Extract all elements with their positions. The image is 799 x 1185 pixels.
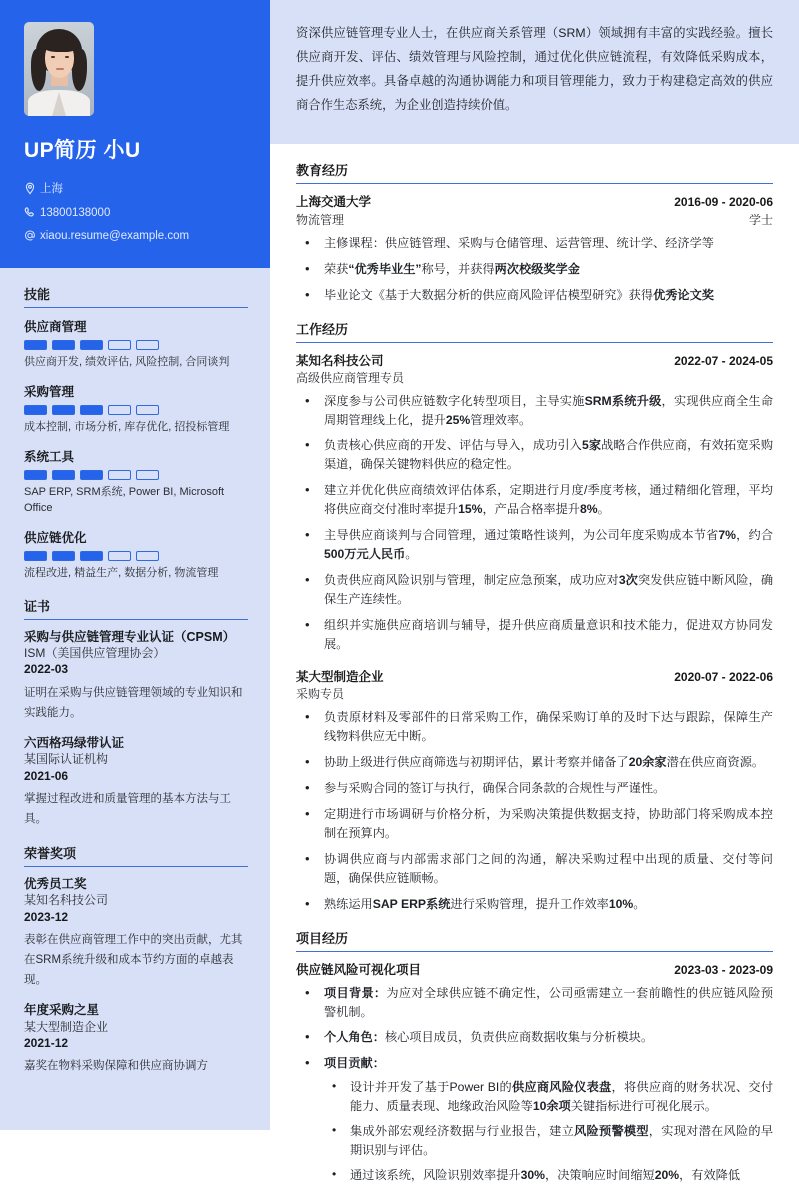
skills-list — [24, 317, 248, 582]
work-section — [296, 319, 773, 914]
contact-location-value: 上海 — [40, 183, 63, 195]
skill-level-box — [136, 405, 159, 415]
cert-item-org: ISM（美国供应管理协会） — [24, 646, 166, 661]
education-entry — [296, 192, 773, 305]
skill-level-box — [108, 340, 131, 350]
award-item-desc: 表彰在供应商管理工作中的突出贡献，尤其在SRM系统升级和成本节约方面的卓越表现。 — [24, 933, 243, 987]
sub-bullet-item: • 设计并开发了基于Power BI的供应商风险仪表盘，将供应商的财务状况、交付能力、质量表现、地缘政治风险等10余项关键指标进行可视化展示。 — [324, 1078, 773, 1116]
education-section-title: 教育经历 — [296, 160, 773, 184]
skill-level-box — [24, 551, 47, 561]
skill-level-box — [24, 405, 47, 415]
skill-level-box — [136, 340, 159, 350]
skill-item — [24, 382, 248, 436]
main-body — [270, 144, 799, 1185]
skill-level-box — [136, 470, 159, 480]
work-section-title: 工作经历 — [296, 319, 773, 343]
main-column — [270, 0, 799, 1182]
bullet-item: • 主导供应商谈判与合同管理，通过策略性谈判，为公司年度采购成本节省7%，约合500万元人民币。 — [296, 526, 773, 564]
bullet-item: • 协助上级进行供应商筛选与初期评估，累计考察并储备了20余家潜在供应商资源。 — [296, 753, 773, 772]
sub-bullet-item: • 通过该系统，风险识别效率提升30%，决策响应时间缩短20%，有效降低 — [324, 1166, 773, 1185]
contact-location[interactable] — [24, 180, 248, 196]
contact-phone[interactable] — [24, 206, 248, 219]
skill-level-box — [80, 470, 103, 480]
bullet-item: • 毕业论文《基于大数据分析的供应商风险评估模型研究》获得优秀论文奖 — [296, 286, 773, 305]
work-list — [296, 351, 773, 914]
sidebar — [0, 0, 270, 1130]
skill-level-box — [136, 551, 159, 561]
skill-level-box — [24, 340, 47, 350]
bullet-item: • 建立并优化供应商绩效评估体系，定期进行月度/季度考核，通过精细化管理，平均将供应商交付准时率提升15%，产品合格率提升8%。 — [296, 481, 773, 519]
skill-level-box — [80, 405, 103, 415]
contact-email[interactable] — [24, 229, 248, 242]
page-title: UP简历 小U — [24, 139, 141, 162]
work-date: 2022-07 - 2024-05 — [674, 353, 773, 368]
work-entry — [296, 351, 773, 654]
skill-level-box — [52, 551, 75, 561]
bullet-item: • 负责供应商风险识别与管理，制定应急预案，成功应对3次突发供应链中断风险，确保生产连续性。 — [296, 571, 773, 609]
project-bullets — [296, 984, 773, 1185]
skill-item — [24, 528, 248, 582]
summary-section — [270, 0, 799, 144]
skill-level-box — [80, 551, 103, 561]
bullet-item: • 组织并实施供应商培训与辅导，提升供应商质量意识和技术能力，促进双方协同发展。 — [296, 616, 773, 654]
skill-keywords: 流程改进, 精益生产, 数据分析, 物流管理 — [24, 566, 219, 579]
skills-section — [24, 284, 248, 582]
project-name: 供应链风险可视化项目 — [296, 962, 422, 977]
education-entry-sub — [296, 211, 773, 228]
profile-header — [0, 0, 270, 268]
skill-keywords: SAP ERP, SRM系统, Power BI, Microsoft Office — [24, 485, 225, 514]
skill-level-box — [24, 470, 47, 480]
bullet-item: • 协调供应商与内部需求部门之间的沟通，解决采购过程中出现的质量、交付等问题，确保供应链顺畅。 — [296, 850, 773, 888]
skill-item — [24, 447, 248, 517]
projects-list — [296, 960, 773, 1185]
cert-item-org: 某国际认证机构 — [24, 752, 109, 767]
cert-item-name: 六西格玛绿带认证 — [24, 735, 125, 750]
skill-name: 系统工具 — [24, 449, 75, 464]
cert-item — [24, 735, 248, 829]
skill-keywords: 成本控制, 市场分析, 库存优化, 招投标管理 — [24, 420, 230, 433]
certs-section — [24, 596, 248, 829]
work-date: 2020-07 - 2022-06 — [674, 670, 773, 685]
skill-level-box — [52, 340, 75, 350]
skill-level-boxes — [24, 405, 248, 415]
award-item-org: 某大型制造企业 — [24, 1019, 109, 1034]
cert-item-desc: 证明在采购与供应链管理领域的专业知识和实践能力。 — [24, 686, 243, 719]
summary-text: 资深供应链管理专业人士，在供应商关系管理（SRM）领域拥有丰富的实践经验。擅长供应商开发、评估、绩效管理与风险控制，通过优化供应链流程，有效降低采购成本，提升供应效率。具备卓越的沟通协调能力和项目管理能力，致力于构建稳定高效的供应商合作生态系统，为企业创造持续价值。 — [296, 26, 773, 112]
cert-item-desc: 掌握过程改进和质量管理的基本方法与工具。 — [24, 792, 231, 825]
work-entry-head — [296, 351, 773, 369]
skill-level-box — [108, 405, 131, 415]
bullet-item: • 定期进行市场调研与价格分析，为采购决策提供数据支持，协助部门将采购成本控制在预算内。 — [296, 805, 773, 843]
work-bullets — [296, 708, 773, 913]
work-entry-head — [296, 667, 773, 685]
skill-name: 供应链优化 — [24, 530, 87, 545]
skill-level-boxes — [24, 470, 248, 480]
bullet-item: • 主修课程：供应链管理、采购与仓储管理、运营管理、统计学、经济学等 — [296, 234, 773, 253]
education-bullets — [296, 234, 773, 305]
bullet-item: • 熟练运用SAP ERP系统进行采购管理，提升工作效率10%。 — [296, 895, 773, 914]
awards-list — [24, 876, 248, 1076]
email-at-icon — [24, 229, 40, 242]
skill-keywords: 供应商开发, 绩效评估, 风险控制, 合同谈判 — [24, 356, 230, 368]
bullet-item: • 荣获“优秀毕业生”称号，并获得两次校级奖学金 — [296, 260, 773, 279]
contact-phone-value: 13800138000 — [40, 206, 111, 219]
bullet-item: • 个人角色：核心项目成员，负责供应商数据收集与分析模块。 — [296, 1028, 773, 1047]
skill-level-box — [108, 551, 131, 561]
education-entry-head — [296, 192, 773, 210]
projects-section-title: 项目经历 — [296, 928, 773, 952]
project-entry-head — [296, 960, 773, 978]
company-name: 某知名科技公司 — [296, 353, 384, 368]
awards-section — [24, 843, 248, 1076]
school-name: 上海交通大学 — [296, 194, 372, 209]
projects-section — [296, 928, 773, 1185]
job-title: 采购专员 — [296, 687, 345, 702]
skill-level-box — [108, 470, 131, 480]
project-date: 2023-03 - 2023-09 — [674, 962, 773, 977]
bullet-item: • 参与采购合同的签订与执行，确保合同条款的合规性与严谨性。 — [296, 779, 773, 798]
bullet-item: • 深度参与公司供应链数字化转型项目，主导实施SRM系统升级，实现供应商全生命周期管理线上化，提升25%管理效率。 — [296, 392, 773, 430]
award-item-name: 年度采购之星 — [24, 1003, 100, 1018]
work-bullets — [296, 392, 773, 654]
bullet-item: • 项目背景：为应对全球供应链不确定性，公司亟需建立一套前瞻性的供应链风险预警机制。 — [296, 984, 773, 1022]
phone-icon — [24, 206, 40, 219]
company-name: 某大型制造企业 — [296, 670, 384, 685]
education-list — [296, 192, 773, 305]
education-date: 2016-09 - 2020-06 — [674, 194, 773, 209]
award-item — [24, 1002, 248, 1076]
skill-item — [24, 317, 248, 371]
skill-level-box — [80, 340, 103, 350]
award-item-date: 2021-12 — [24, 1035, 69, 1050]
award-item — [24, 876, 248, 990]
award-item-date: 2023-12 — [24, 909, 69, 924]
award-item-desc: 嘉奖在物料采购保障和供应商协调方 — [24, 1060, 208, 1073]
cert-item-name: 采购与供应链管理专业认证（CPSM） — [24, 629, 236, 644]
certs-list — [24, 629, 248, 829]
degree: 学士 — [748, 212, 773, 227]
sub-bullet-item: • 集成外部宏观经济数据与行业报告，建立风险预警模型，实现对潜在风险的早期识别与评估。 — [324, 1122, 773, 1160]
award-item-org: 某知名科技公司 — [24, 893, 109, 908]
contact-email-value: xiaou.resume@example.com — [40, 229, 190, 242]
skill-level-boxes — [24, 340, 248, 350]
bullet-item: • 负责核心供应商的开发、评估与导入，成功引入5家战略合作供应商，有效拓宽采购渠道，确保关键物料供应的稳定性。 — [296, 436, 773, 474]
work-entry — [296, 667, 773, 913]
skill-level-box — [52, 470, 75, 480]
certs-section-title: 证书 — [24, 596, 248, 620]
awards-section-title: 荣誉奖项 — [24, 843, 248, 867]
cert-item-date: 2022-03 — [24, 662, 69, 677]
cert-item-date: 2021-06 — [24, 768, 69, 783]
skills-section-title: 技能 — [24, 284, 248, 308]
skill-name: 供应商管理 — [24, 320, 87, 334]
location-pin-icon — [24, 182, 40, 195]
skill-name: 采购管理 — [24, 384, 75, 399]
project-entry — [296, 960, 773, 1185]
job-title: 高级供应商管理专员 — [296, 370, 405, 385]
bullet-item: • 项目贡献： • 设计并开发了基于Power BI的供应商风险仪表盘，将供应商的财务状况、交付能力、质量表现、地缘政治风险等10余项关键指标进行可视化展示。 • 集成外部宏观经济数据与行业报告，建立风险预警模型，实现对潜在风险的早期识别与评估。 • 通过该系统，风险识别效率提升30%，决策响应时间缩短20%，有效降低 — [296, 1054, 773, 1184]
skill-level-boxes — [24, 551, 248, 561]
avatar — [24, 22, 94, 116]
award-item-name: 优秀员工奖 — [24, 876, 87, 891]
education-section — [296, 160, 773, 305]
bullet-item: • 负责原材料及零部件的日常采购工作，确保采购订单的及时下达与跟踪，保障生产线物料供应无中断。 — [296, 708, 773, 746]
project-sub-bullets — [324, 1078, 773, 1185]
cert-item — [24, 629, 248, 723]
major: 物流管理 — [296, 212, 345, 227]
skill-level-box — [52, 405, 75, 415]
sidebar-content — [0, 268, 270, 1100]
